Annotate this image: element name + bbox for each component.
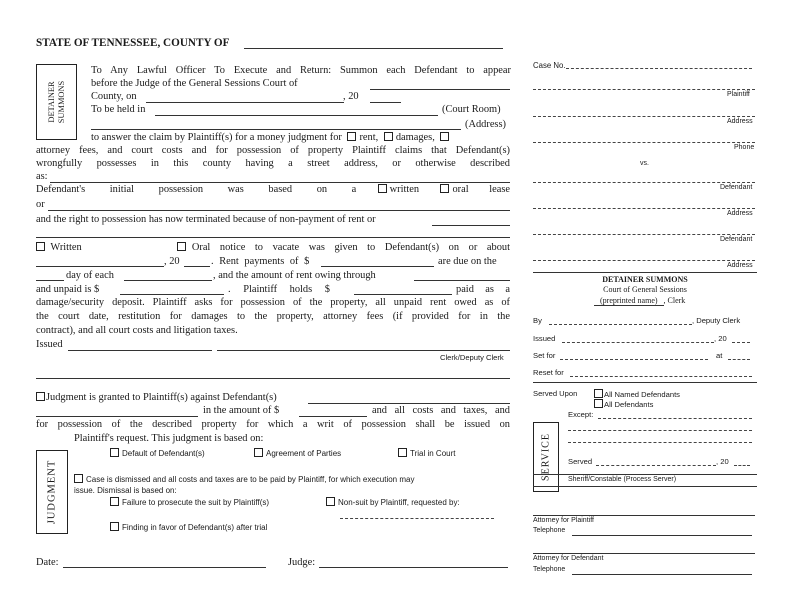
reset-for-label: Reset for [533,368,564,377]
appear-date-field[interactable] [146,102,344,103]
written-label: written [389,184,420,195]
judgment-line-1 [36,392,277,405]
due-day-field[interactable] [36,280,64,281]
section-divider [36,378,510,379]
defendant-1-field[interactable] [533,182,755,183]
owing-through-field[interactable] [414,280,510,281]
judgment-label-box [36,450,68,534]
all-defendants-option [594,399,653,409]
basis-trial [398,448,456,458]
summons-line-14b: . Rent payments of $ [211,256,310,267]
date-label: Date: [36,557,59,568]
default-checkbox[interactable] [110,448,119,457]
except-label: Except: [568,410,594,419]
served-year-field[interactable] [734,465,750,466]
service-label: SERVICE [540,433,552,481]
written-notice-checkbox[interactable] [36,242,45,251]
written-lease-checkbox[interactable] [378,184,387,193]
judgment-label: JUDGMENT [46,459,58,525]
deposit-amount-field[interactable] [354,294,452,295]
summons-line-16c: paid as a [456,284,510,295]
termination-reason-field-2[interactable] [36,237,510,238]
agreement-label: Agreement of Parties [266,449,342,458]
property-description-field[interactable] [50,182,510,183]
versus-label: vs. [640,160,649,167]
detainer-summons-label-box [36,64,77,140]
agreement-checkbox[interactable] [254,448,263,457]
judgment-line-2b: and all costs and taxes, and [372,405,510,416]
basis-agreement [254,448,341,458]
defendant-telephone-label: Telephone [533,566,566,573]
judge-label: Judge: [288,557,316,568]
plaintiff-field[interactable] [533,89,755,90]
attorney-plaintiff-label: Attorney for Plaintiff [533,517,594,524]
set-for-label: Set for [533,351,556,360]
plaintiff-phone-label: Phone [734,144,755,151]
defendant-1-label: Defendant [720,184,753,191]
clerk-name-line [594,296,685,305]
defendant-2-label: Defendant [720,236,753,243]
oral-notice-label: Oral notice to vacate was given to Defendant(s) on or about [191,242,510,253]
plaintiff-address-field[interactable] [533,116,755,117]
by-label: By [533,316,542,325]
judgment-date-field[interactable] [63,567,266,568]
county-field[interactable] [244,48,503,49]
right-divider-4 [533,486,757,487]
judgment-line-3: for possession of the described property for which a writ of possession shall be issued on [36,419,510,430]
dismiss-finding [110,522,267,532]
all-defendants-label: All Defendants [604,400,654,409]
issued-date-field[interactable] [68,350,212,351]
summons-line-7: attorney fees, and court costs and for possession of property Plaintiff claims that Defendant(s) [36,145,510,156]
summons-line-4a: To be held in [91,104,146,115]
clerk-suffix: , Clerk [663,296,686,305]
served-upon-label: Served Upon [533,389,578,398]
defendant-2-address-label: Address [727,262,753,269]
plaintiff-telephone-field[interactable] [572,535,752,536]
service-label-box [533,422,559,492]
nonsuit-checkbox[interactable] [326,497,335,506]
deputy-clerk-label: , Deputy Clerk [692,316,741,325]
court-of-field[interactable] [370,89,510,90]
right-issued-year-field[interactable] [732,342,750,343]
attorney-fees-checkbox[interactable] [440,132,449,141]
appear-year-field[interactable] [370,102,401,103]
judgment-defendants-field[interactable] [36,416,198,417]
page-title-text: STATE OF TENNESSEE, COUNTY OF [36,37,230,49]
damages-checkbox[interactable] [384,132,393,141]
summons-line-8: wrongfully possesses in this county having a street address, or otherwise described [36,158,510,169]
page-title [36,37,229,49]
summons-line-9: as: [36,171,48,182]
oral-lease-label: oral lease [452,184,510,195]
attorney-defendant-label: Attorney for Defendant [533,555,604,562]
default-label: Default of Defendant(s) [122,449,205,458]
defendant-1-address-field[interactable] [533,208,755,209]
summons-line-17: damage/security deposit. Plaintiff asks for possession of the property, all unpaid rent owed as of [36,297,510,308]
period-field[interactable] [124,280,212,281]
finding-label: Finding in favor of Defendant(s) after trial [122,523,268,532]
summons-line-16b: . Plaintiff holds $ [228,284,330,295]
right-divider-3 [533,474,757,475]
claim-text: to answer the claim by Plaintiff(s) for a money judgment for [91,132,342,143]
summons-line-14c: are due on the [438,256,497,267]
summons-line-1: To Any Lawful Officer To Execute and Return: Summon each Defendant to appear [91,65,511,76]
summons-line-3b: , 20 [343,91,359,102]
rent-label: rent, [359,132,379,143]
damages-label: damages, [395,132,435,143]
oral-notice-checkbox[interactable] [177,242,186,251]
summons-line-3a: County, on [91,91,137,102]
sheriff-label: Sheriff/Constable (Process Server) [568,476,677,483]
unpaid-amount-field[interactable] [120,294,224,295]
defendant-2-field[interactable] [533,234,755,235]
attorney-plaintiff-field[interactable] [533,515,755,516]
summons-line-19: contract), and all court costs and litigation taxes. [36,325,238,336]
summons-line-11: or [36,199,45,210]
summons-line-16a: and unpaid is $ [36,284,100,295]
set-for-time-field[interactable] [728,359,750,360]
served-date-field[interactable] [596,465,716,466]
trial-checkbox[interactable] [398,448,407,457]
all-defendants-checkbox[interactable] [594,399,603,408]
court-name: Court of General Sessions [603,285,687,294]
judgment-line-4: Plaintiff's request. This judgment is based on: [74,433,264,444]
summons-line-4b: (Court Room) [442,104,501,115]
dismiss-failure [110,497,269,507]
nonsuit-requested-by-field[interactable] [340,518,494,519]
defendant-1-address-label: Address [727,210,753,217]
detainer-summons-label: DETAINER SUMMONS [46,80,66,124]
except-field-2[interactable] [568,430,752,431]
plaintiff-address-label: Address [727,118,753,125]
summons-line-2: before the Judge of the General Sessions Court of [91,78,298,89]
summons-line-6 [91,132,452,145]
right-title: DETAINER SUMMONS [602,275,688,284]
summons-line-13 [36,242,510,255]
dismissed-checkbox[interactable] [74,474,83,483]
right-divider-1 [533,272,757,273]
issued-label: Issued [36,339,63,350]
judgment-against-field[interactable] [308,403,510,404]
judgment-granted-checkbox[interactable] [36,392,45,401]
failure-prosecute-label: Failure to prosecute the suit by Plaintiff(s) [122,498,270,507]
rent-checkbox[interactable] [347,132,356,141]
case-no-label: Case No. [533,61,566,70]
clerk-deputy-label: Clerk/Deputy Clerk [440,353,504,362]
rent-amount-field[interactable] [321,266,434,267]
all-named-label: All Named Defendants [604,390,680,399]
clerk-signature-field[interactable] [217,350,510,351]
dismiss-nonsuit [326,497,460,507]
summons-line-10 [36,184,510,197]
failure-prosecute-checkbox[interactable] [110,497,119,506]
all-named-checkbox[interactable] [594,389,603,398]
reset-for-field[interactable] [570,376,752,377]
served-year-label: , 20 [716,457,729,466]
case-no-field[interactable] [566,68,752,69]
summons-line-15b: , and the amount of rent owing through [213,270,376,281]
basis-default [110,448,205,458]
attorney-defendant-field[interactable] [533,553,755,554]
judgment-granted-text: Judgment is granted to Plaintiff(s) against Defendant(s) [46,392,277,403]
oral-lease-checkbox[interactable] [440,184,449,193]
other-basis-field[interactable] [48,210,510,211]
plaintiff-label: Plaintiff [727,91,750,98]
all-named-option [594,389,680,399]
defendant-telephone-field[interactable] [572,574,752,575]
served-label: Served [568,457,593,466]
defendant-2-address-field[interactable] [533,260,755,261]
summons-line-18: the court date, restitution for damages to the property, attorney fees (if provided for in the [36,311,510,322]
judgment-line-2a: in the amount of $ [203,405,280,416]
summons-line-15a: day of each [66,270,114,281]
trial-label: Trial in Court [410,449,456,458]
dismissed-text: Case is dismissed and all costs and taxes are to be paid by Plaintiff, for which execution may [86,475,415,484]
dismiss-line-2: issue. Dismissal is based on: [74,486,177,495]
right-issued-label: Issued [533,334,556,343]
notice-date-field[interactable] [36,266,164,267]
written-notice-label: Written [50,242,82,253]
at-label: at [716,351,723,360]
nonsuit-label: Non-suit by Plaintiff, requested by: [338,498,460,507]
summons-line-5: (Address) [465,119,506,130]
plaintiff-phone-field[interactable] [533,142,755,143]
judgment-amount-field[interactable] [299,416,367,417]
plaintiff-telephone-label: Telephone [533,527,566,534]
possession-text: Defendant's initial possession was based on a [36,184,357,195]
judge-signature-field[interactable] [319,567,508,568]
right-divider-2 [533,382,757,383]
finding-checkbox[interactable] [110,522,119,531]
preprinted-name: (preprinted name) [594,296,664,306]
set-for-field[interactable] [560,359,708,360]
summons-line-14a: , 20 [164,256,180,267]
notice-year-field[interactable] [184,266,210,267]
except-field-1[interactable] [598,418,752,419]
court-address-field[interactable] [91,129,461,130]
deputy-clerk-field[interactable] [549,324,692,325]
termination-reason-field[interactable] [432,225,510,226]
except-field-3[interactable] [568,442,752,443]
court-room-field[interactable] [155,115,438,116]
right-issued-year-label: , 20 [714,334,727,343]
summons-line-12: and the right to possession has now terminated because of non-payment of rent or [36,214,376,225]
dismiss-line-1 [74,474,414,484]
right-issued-date-field[interactable] [562,342,714,343]
